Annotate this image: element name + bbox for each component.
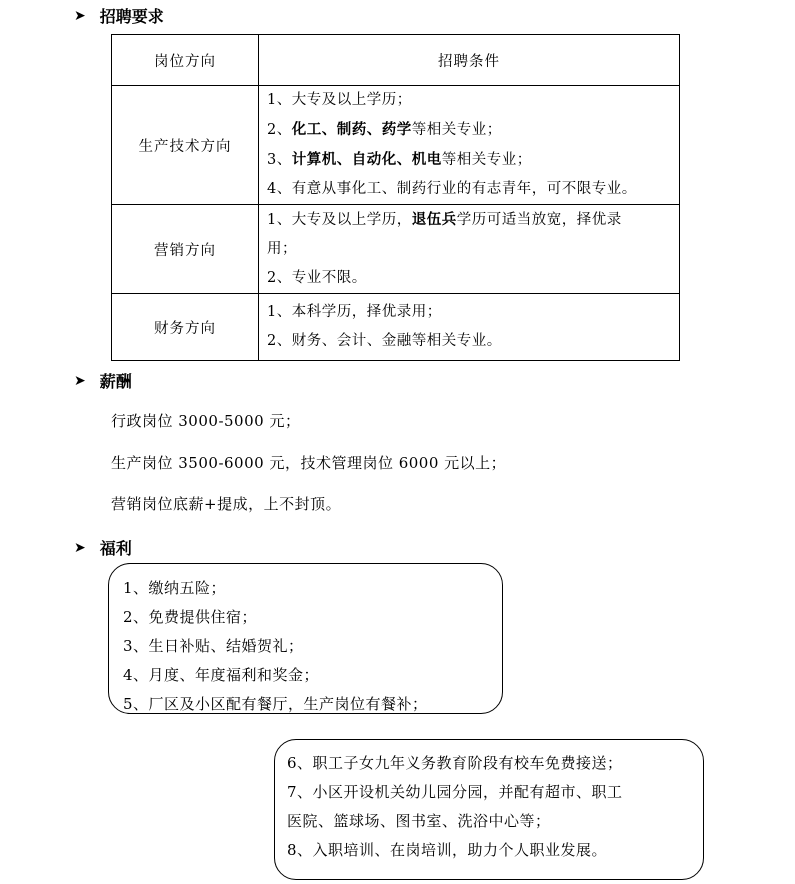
section-heading-salary: [74, 369, 132, 392]
salary-line: 行政岗位 3000-5000 元；: [111, 412, 301, 430]
benefit-item: 1、缴纳五险；: [123, 579, 227, 597]
benefit-item: 医院、篮球场、图书室、洗浴中心等；: [287, 812, 551, 830]
section-title: 招聘要求: [99, 7, 164, 26]
condition-line: 2、化工、制药、药学等相关专业；: [267, 121, 502, 138]
benefit-item: 3、生日补贴、结婚贺礼；: [123, 637, 304, 655]
benefit-item: 8、入职培训、在岗培训，助力个人职业发展。: [287, 841, 608, 859]
row-position: 生产技术方向: [112, 86, 259, 205]
row-conditions: [259, 205, 680, 294]
header-conditions: 招聘条件: [259, 35, 680, 86]
benefit-item: 7、小区开设机关幼儿园分园，并配有超市、职工: [287, 783, 623, 801]
section-title: 福利: [99, 539, 132, 558]
table-row: [112, 294, 680, 361]
benefit-item: 5、厂区及小区配有餐厅，生产岗位有餐补；: [123, 695, 428, 713]
row-position: 营销方向: [112, 205, 259, 294]
condition-line: 2、专业不限。: [267, 270, 367, 286]
section-title: 薪酬: [99, 372, 132, 391]
benefit-item: 6、职工子女九年义务教育阶段有校车免费接送；: [287, 754, 623, 772]
section-heading-benefits: [74, 536, 132, 559]
benefits-box-2: [274, 739, 704, 880]
condition-line: 1、大专及以上学历；: [267, 92, 412, 108]
arrowhead-bullet-icon: ➤: [74, 7, 86, 24]
condition-line: 4、有意从事化工、制药行业的有志青年，可不限专业。: [267, 181, 637, 197]
benefit-item: 4、月度、年度福利和奖金；: [123, 666, 320, 684]
row-position: 财务方向: [112, 294, 259, 361]
table-header-row: [112, 35, 680, 86]
condition-line: 2、财务、会计、金融等相关专业。: [267, 333, 502, 349]
condition-line: 3、计算机、自动化、机电等相关专业；: [267, 151, 532, 168]
arrowhead-bullet-icon: ➤: [74, 539, 86, 556]
table-row: [112, 205, 680, 294]
condition-line: 用；: [267, 241, 297, 257]
salary-line: 生产岗位 3500-6000 元，技术管理岗位 6000 元以上；: [111, 454, 507, 472]
row-conditions: [259, 294, 680, 361]
benefits-box-1: [108, 563, 503, 714]
condition-line: 1、大专及以上学历，退伍兵学历可适当放宽，择优录: [267, 211, 622, 228]
section-heading-requirements: [74, 4, 164, 27]
benefit-item: 2、免费提供住宿；: [123, 608, 258, 626]
arrowhead-bullet-icon: ➤: [74, 372, 86, 389]
condition-line: 1、本科学历，择优录用；: [267, 304, 442, 320]
header-position: 岗位方向: [112, 35, 259, 86]
row-conditions: [259, 86, 680, 205]
salary-line: 营销岗位底薪+提成，上不封顶。: [111, 495, 342, 513]
requirements-table: [111, 34, 680, 361]
table-row: [112, 86, 680, 205]
